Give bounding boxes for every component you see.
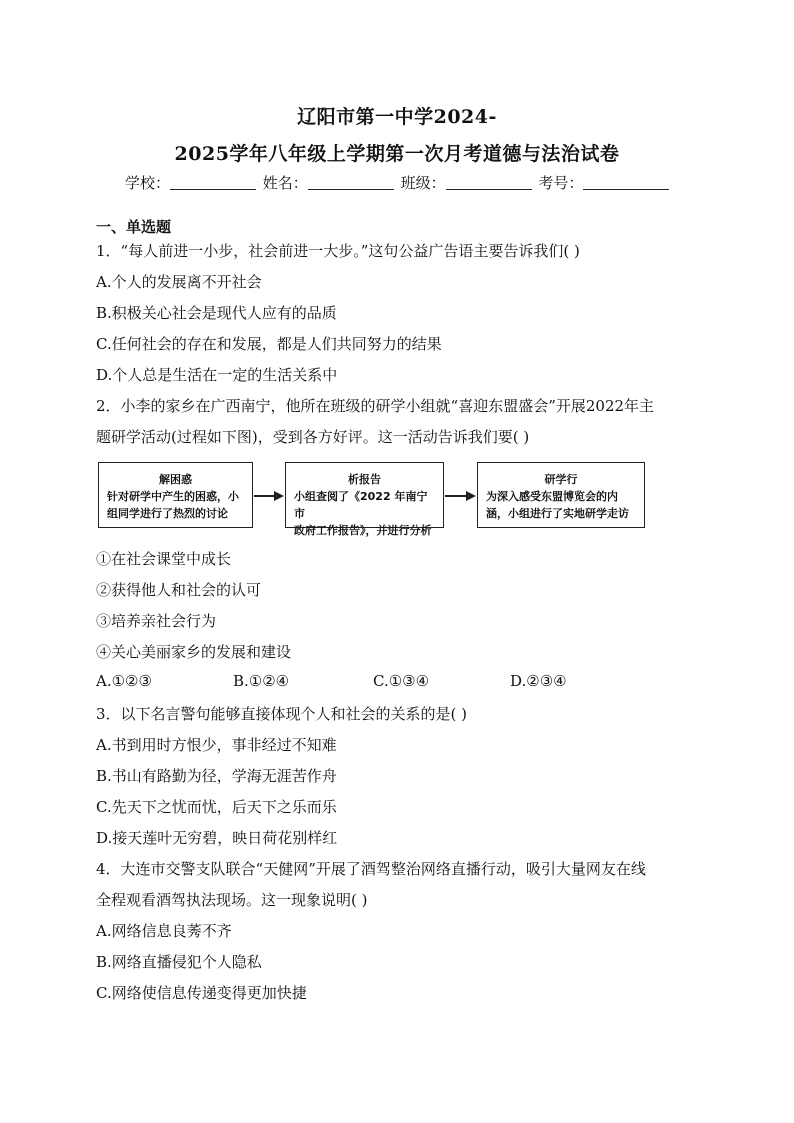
q2-choice-c: C.①③④	[373, 672, 430, 690]
flow-arrow-1	[253, 490, 285, 502]
exam-number-label: 考号：	[538, 174, 584, 192]
q2-statement-2: ②获得他人和社会的认可	[96, 581, 262, 599]
q2-choices	[96, 672, 716, 692]
q4-option-b: B.网络直播侵犯个人隐私	[96, 953, 262, 971]
q4-stem-line2: 全程观看酒驾执法现场。这一现象说明( )	[96, 891, 368, 909]
flow-box-2	[285, 462, 444, 537]
q2-statement-4: ④关心美丽家乡的发展和建设	[96, 643, 292, 661]
q2-stem-line1: 2．小李的家乡在广西南宁，他所在班级的研学小组就“喜迎东盟盛会”开展2022年主	[96, 397, 655, 415]
q1-stem: 1．“每人前进一小步，社会前进一大步。”这句公益广告语主要告诉我们( )	[96, 242, 580, 260]
q2-statement-1: ①在社会课堂中成长	[96, 550, 232, 568]
q2-stem-line2: 题研学活动(过程如下图)，受到各方好评。这一活动告诉我们要( )	[96, 428, 530, 446]
section-title: 一、单选题	[96, 218, 172, 236]
flow-box-1-line2: 组同学进行了热烈的讨论	[107, 507, 228, 520]
name-label: 姓名：	[262, 174, 308, 192]
research-flow-diagram	[98, 462, 648, 537]
flow-box-2-line1: 小组查阅了《2022 年南宁市	[294, 490, 428, 520]
q4-stem-line1: 4．大连市交警支队联合“天健网”开展了酒驾整治网络直播行动，吸引大量网友在线	[96, 860, 646, 878]
q2-choice-b: B.①②④	[233, 672, 290, 690]
q2-choice-a: A.①②③	[96, 672, 152, 690]
q2-statement-3: ③培养亲社会行为	[96, 612, 217, 630]
q2-choice-d: D.②③④	[510, 672, 567, 690]
class-blank[interactable]	[446, 175, 532, 190]
class-label: 班级：	[400, 174, 446, 192]
q3-option-a: A.书到用时方恨少，事非经过不知难	[96, 736, 337, 754]
student-info-row	[125, 172, 671, 193]
flow-box-2-title: 析报告	[348, 473, 381, 486]
flow-box-3-title: 研学行	[544, 473, 578, 486]
school-label: 学校：	[125, 174, 171, 192]
q4-option-c: C.网络使信息传递变得更加快捷	[96, 984, 307, 1002]
q3-option-d: D.接天莲叶无穷碧，映日荷花别样红	[96, 829, 338, 847]
flow-box-3-line1: 为深入感受东盟博览会的内	[486, 490, 618, 503]
school-blank[interactable]	[170, 175, 256, 190]
q3-option-c: C.先天下之忧而忧，后天下之乐而乐	[96, 798, 337, 816]
q3-stem: 3．以下名言警句能够直接体现个人和社会的关系的是( )	[96, 705, 468, 723]
flow-box-1	[98, 462, 253, 528]
exam-title-line1: 辽阳市第一中学2024-	[297, 106, 497, 128]
flow-box-2-line2: 政府工作报告》，并进行分析	[294, 524, 432, 537]
name-blank[interactable]	[308, 175, 394, 190]
q4-option-a: A.网络信息良莠不齐	[96, 922, 232, 940]
q1-option-a: A.个人的发展离不开社会	[96, 273, 262, 291]
flow-arrow-2	[444, 490, 477, 502]
q1-option-c: C.任何社会的存在和发展，都是人们共同努力的结果	[96, 335, 442, 353]
exam-number-blank[interactable]	[583, 175, 669, 190]
q1-option-d: D.个人总是生活在一定的生活关系中	[96, 366, 338, 384]
flow-box-3-line2: 涵，小组进行了实地研学走访	[486, 507, 629, 520]
q3-option-b: B.书山有路勤为径，学海无涯苦作舟	[96, 767, 337, 785]
exam-title-line2: 2025学年八年级上学期第一次月考道德与法治试卷	[174, 143, 620, 165]
q1-option-b: B.积极关心社会是现代人应有的品质	[96, 304, 337, 322]
flow-box-3	[477, 462, 645, 528]
flow-box-1-title: 解困惑	[159, 473, 192, 486]
flow-box-1-line1: 针对研学中产生的困惑，小	[107, 490, 239, 503]
